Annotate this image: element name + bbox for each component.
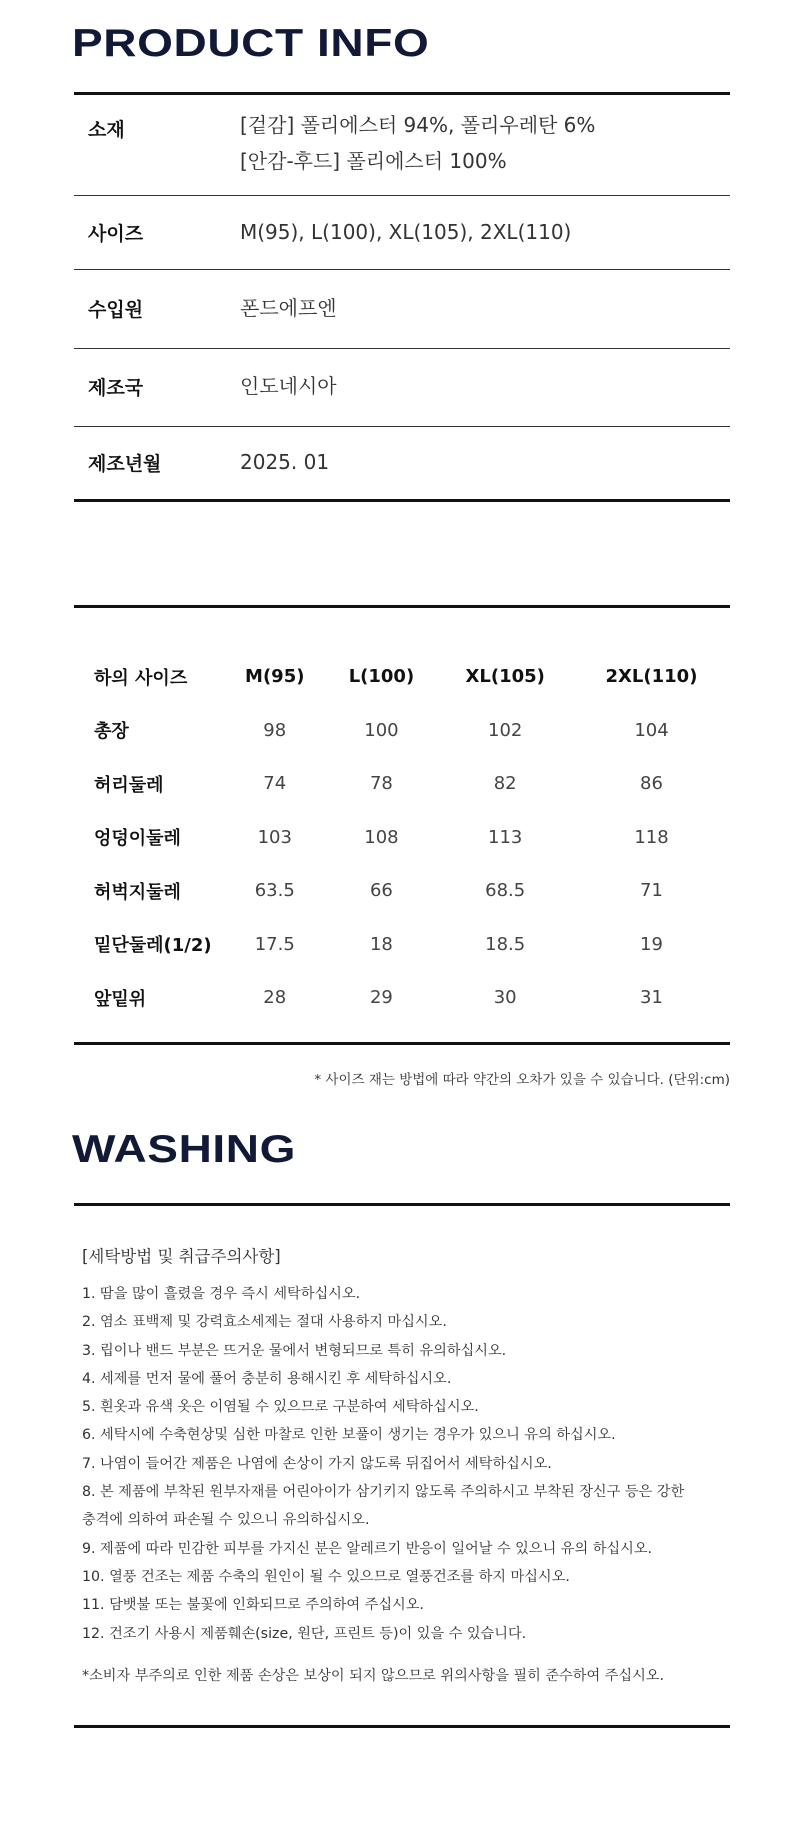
- list-item: 1. 땀을 많이 흘렸을 경우 즉시 세탁하십시오.: [82, 1286, 361, 1302]
- washing-title: WASHING: [72, 1128, 297, 1171]
- size-table-header: [74, 650, 730, 704]
- table-row: [74, 704, 730, 758]
- row-label: 허벅지둘레: [94, 881, 181, 903]
- washing-heading: [세탁방법 및 취급주의사항]: [82, 1247, 281, 1266]
- table-row: [74, 971, 730, 1025]
- washing-top-rule: [74, 1203, 730, 1206]
- info-row-size: [74, 196, 730, 269]
- list-item: 8. 본 제품에 부착된 원부자재를 어린아이가 삼기키지 않도록 주의하시고 부착된 장신구 등은 강한: [82, 1484, 685, 1501]
- table-cell: 31: [640, 987, 663, 1009]
- list-item: 6. 세탁시에 수축현상및 심한 마찰로 인한 보풀이 생기는 경우가 있으니 유의 하십시오.: [82, 1427, 616, 1444]
- table-row: [74, 918, 730, 972]
- info-row-country: [74, 349, 730, 426]
- list-item: 9. 제품에 따라 민감한 피부를 가지신 분은 알레르기 반응이 일어날 수 있으니 유의 하십시오.: [82, 1540, 653, 1557]
- row-label: 앞밑위: [94, 988, 147, 1010]
- table-cell: 18.5: [485, 933, 526, 955]
- table-cell: 68.5: [485, 880, 526, 902]
- table-row: [74, 757, 730, 811]
- table-row: [74, 811, 730, 865]
- table-cell: 102: [488, 719, 523, 741]
- info-label: 소재: [88, 119, 125, 141]
- table-cell: 30: [493, 987, 517, 1009]
- table-cell: 78: [369, 773, 393, 795]
- info-value: [240, 107, 595, 179]
- table-cell: 103: [257, 826, 292, 848]
- size-table: [74, 650, 730, 1025]
- row-label: 총장: [94, 721, 129, 743]
- size-table-top-rule: [74, 605, 730, 608]
- list-item: 4. 세제를 먼저 물에 풀어 충분히 용해시킨 후 세탁하십시오.: [82, 1370, 452, 1387]
- info-value-line: [겉감] 폴리에스터 94%, 폴리우레탄 6%: [240, 113, 596, 137]
- product-info-bottom-rule: [74, 499, 730, 502]
- info-value-line: [안감-후드] 폴리에스터 100%: [240, 149, 507, 173]
- header-cell: 하의 사이즈: [94, 667, 188, 689]
- info-value: 2025. 01: [240, 450, 330, 474]
- info-label: 제조국: [88, 377, 144, 399]
- table-cell: 63.5: [254, 880, 295, 902]
- list-item: 3. 립이나 밴드 부분은 뜨거운 물에서 변형되므로 특히 유의하십시오.: [82, 1342, 507, 1359]
- info-row-importer: [74, 270, 730, 348]
- info-row-manufacture-date: [74, 427, 730, 500]
- list-item: 5. 흰옷과 유색 옷은 이염될 수 있으므로 구분하여 세탁하십시오.: [82, 1399, 479, 1416]
- list-item: 10. 열풍 건조는 제품 수축의 원인이 될 수 있으므로 열풍건조를 하지 마십시오.: [82, 1568, 570, 1585]
- list-item: 12. 건조기 사용시 제품훼손(size, 원단, 프린트 등)이 있을 수 있습니다.: [82, 1625, 527, 1642]
- list-item: 충격에 의하여 파손될 수 있으니 유의하십시오.: [82, 1512, 370, 1529]
- info-value: 폰드에프엔: [240, 296, 337, 320]
- info-label: 제조년월: [88, 453, 162, 475]
- table-cell: 18: [369, 933, 393, 955]
- table-cell: 28: [263, 987, 287, 1009]
- table-cell: 118: [634, 826, 669, 848]
- header-cell: XL(105): [465, 666, 545, 688]
- table-cell: 108: [364, 826, 399, 848]
- table-cell: 82: [493, 773, 517, 795]
- row-label: 밑단둘레(1/2): [94, 935, 212, 957]
- table-cell: 66: [369, 880, 393, 902]
- table-cell: 71: [640, 880, 663, 902]
- table-cell: 113: [488, 826, 523, 848]
- product-info-title: PRODUCT INFO: [72, 22, 430, 65]
- header-cell: L(100): [348, 666, 415, 688]
- list-item: 2. 염소 표백제 및 강력효소세제는 절대 사용하지 마십시오.: [82, 1314, 447, 1331]
- table-row: [74, 864, 730, 918]
- table-cell: 86: [640, 773, 663, 795]
- table-cell: 100: [364, 719, 399, 741]
- washing-footer: *소비자 부주의로 인한 제품 손상은 보상이 되지 않으므로 위의사항을 필히 준수하여 주십시오.: [82, 1668, 665, 1684]
- row-label: 엉덩이둘레: [94, 828, 181, 850]
- washing-list: [82, 1280, 684, 1648]
- list-item: 7. 나염이 들어간 제품은 나염에 손상이 가지 않도록 뒤집어서 세탁하십시오.: [82, 1455, 552, 1472]
- info-value: M(95), L(100), XL(105), 2XL(110): [240, 220, 572, 244]
- list-item: 11. 담뱃불 또는 불꽃에 인화되므로 주의하여 주십시오.: [82, 1597, 424, 1614]
- info-label: 사이즈: [88, 223, 144, 245]
- table-cell: 74: [263, 773, 287, 795]
- table-cell: 98: [263, 719, 287, 741]
- info-row-material: [74, 95, 730, 195]
- size-table-bottom-rule: [74, 1042, 730, 1045]
- washing-bottom-rule: [74, 1725, 730, 1728]
- header-cell: 2XL(110): [605, 666, 698, 688]
- table-cell: 19: [640, 933, 663, 955]
- table-cell: 17.5: [254, 933, 295, 955]
- size-note: * 사이즈 재는 방법에 따라 약간의 오차가 있을 수 있습니다. (단위:cm): [314, 1072, 730, 1088]
- row-label: 허리둘레: [94, 774, 164, 796]
- table-cell: 29: [369, 987, 393, 1009]
- info-label: 수입원: [88, 299, 144, 321]
- header-cell: M(95): [245, 666, 305, 688]
- info-value: 인도네시아: [240, 374, 337, 398]
- table-cell: 104: [634, 719, 669, 741]
